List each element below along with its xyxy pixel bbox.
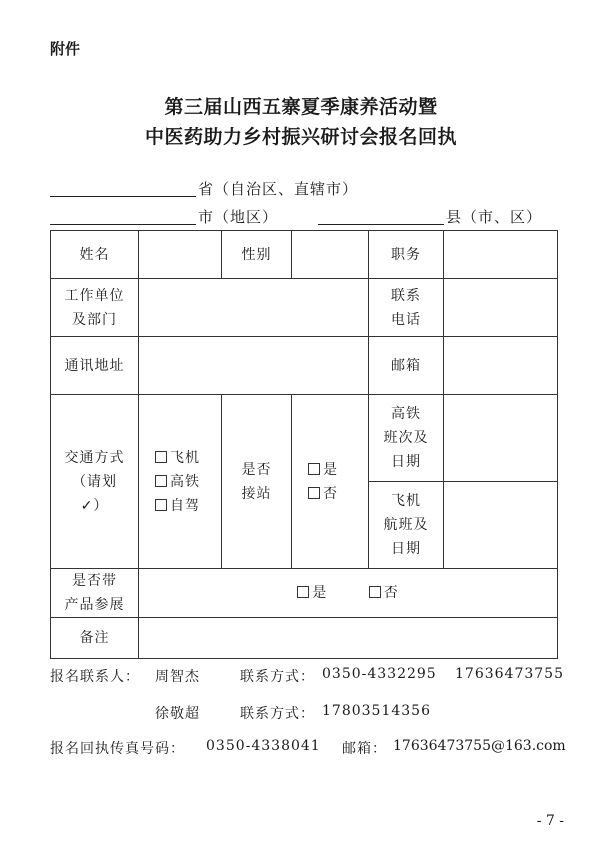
products-options-cell bbox=[139, 569, 558, 618]
gender-label: 性别 bbox=[222, 231, 292, 279]
contact2-name: 徐敬超 bbox=[155, 706, 200, 722]
registration-form-table bbox=[50, 230, 558, 659]
products-option-no[interactable] bbox=[369, 581, 399, 605]
pickup-label-line1: 是否 bbox=[241, 461, 272, 478]
transport-option-drive[interactable] bbox=[139, 494, 221, 518]
phone-label-line2: 电话 bbox=[391, 311, 421, 328]
train-label-line2: 班次及 bbox=[383, 430, 429, 446]
train-label-line1: 高铁 bbox=[391, 406, 421, 422]
work-unit-label bbox=[51, 279, 139, 337]
transport-label bbox=[51, 395, 139, 569]
transport-option-plane[interactable] bbox=[139, 446, 221, 470]
flight-info-label bbox=[369, 482, 444, 569]
contact1-method-label: 联系方式： bbox=[240, 669, 315, 685]
contact2-method-label: 联系方式： bbox=[240, 706, 315, 722]
checkbox-icon[interactable] bbox=[155, 451, 167, 463]
pickup-label bbox=[222, 395, 292, 569]
transport-label-line2: （请划 bbox=[72, 473, 117, 490]
checkbox-icon[interactable] bbox=[308, 463, 320, 475]
page-number: - 7 - bbox=[536, 813, 564, 829]
products-label-line1: 是否带 bbox=[72, 573, 117, 589]
checkbox-icon[interactable] bbox=[369, 586, 381, 598]
province-blank[interactable] bbox=[50, 196, 196, 197]
name-label: 姓名 bbox=[51, 231, 139, 279]
pickup-yes-label: 是 bbox=[323, 461, 338, 478]
province-label: 省（自治区、直辖市） bbox=[198, 180, 359, 198]
products-yes-label: 是 bbox=[312, 585, 328, 601]
county-label: 县（市、区） bbox=[446, 208, 543, 226]
products-label-line2: 产品参展 bbox=[64, 597, 125, 613]
checkbox-icon[interactable] bbox=[297, 586, 309, 598]
name-value-cell[interactable] bbox=[139, 231, 222, 279]
checkbox-icon[interactable] bbox=[308, 487, 320, 499]
flight-label-line1: 飞机 bbox=[391, 493, 421, 509]
phone-label-line1: 联系 bbox=[391, 287, 421, 304]
email-value-cell[interactable] bbox=[444, 337, 558, 395]
checkbox-icon[interactable] bbox=[155, 475, 167, 487]
city-label: 市（地区） bbox=[198, 208, 279, 226]
work-unit-value-cell[interactable] bbox=[139, 279, 369, 337]
transport-option-label: 飞机 bbox=[170, 449, 200, 466]
work-unit-label-line1: 工作单位 bbox=[64, 287, 125, 304]
transport-label-line3: ✓） bbox=[80, 497, 109, 514]
pickup-no-label: 否 bbox=[323, 485, 338, 502]
city-blank[interactable] bbox=[50, 224, 196, 225]
contact1-phone1: 0350-4332295 bbox=[322, 666, 437, 682]
form-title-line2: 中医药助力乡村振兴研讨会报名回执 bbox=[144, 126, 457, 148]
train-info-label bbox=[369, 395, 444, 482]
contact2-phone: 17803514356 bbox=[322, 703, 431, 719]
train-info-value-cell[interactable] bbox=[444, 395, 558, 482]
train-label-line3: 日期 bbox=[391, 454, 421, 470]
pickup-options-cell bbox=[292, 395, 369, 569]
phone-value-cell[interactable] bbox=[444, 279, 558, 337]
position-value-cell[interactable] bbox=[444, 231, 558, 279]
pickup-option-no[interactable] bbox=[292, 482, 368, 506]
remarks-label: 备注 bbox=[51, 618, 139, 659]
email-label: 邮箱 bbox=[369, 337, 444, 395]
county-blank[interactable] bbox=[318, 224, 444, 225]
fax-label: 报名回执传真号码： bbox=[50, 741, 185, 757]
contact1-phone2: 17636473755 bbox=[455, 666, 564, 682]
contact-label: 报名联系人： bbox=[50, 669, 140, 685]
pickup-label-line2: 接站 bbox=[241, 485, 272, 502]
transport-options-cell bbox=[139, 395, 222, 569]
address-label: 通讯地址 bbox=[51, 337, 139, 395]
products-option-yes[interactable] bbox=[297, 581, 327, 605]
address-value-cell[interactable] bbox=[139, 337, 369, 395]
flight-label-line3: 日期 bbox=[391, 541, 421, 557]
pickup-option-yes[interactable] bbox=[292, 458, 368, 482]
transport-option-train[interactable] bbox=[139, 470, 221, 494]
footer-email-label: 邮箱： bbox=[342, 741, 387, 757]
form-title-line1: 第三届山西五寨夏季康养活动暨 bbox=[164, 96, 438, 118]
attachment-label: 附件 bbox=[50, 40, 81, 58]
checkbox-icon[interactable] bbox=[155, 499, 167, 511]
footer-email-value: 17636473755@163.com bbox=[393, 738, 566, 754]
gender-value-cell[interactable] bbox=[292, 231, 369, 279]
remarks-value-cell[interactable] bbox=[139, 618, 558, 659]
contact1-name: 周智杰 bbox=[155, 669, 200, 685]
fax-number: 0350-4338041 bbox=[206, 738, 321, 754]
products-label bbox=[51, 569, 139, 618]
transport-option-label: 高铁 bbox=[170, 473, 200, 490]
transport-option-label: 自驾 bbox=[170, 497, 200, 514]
position-label: 职务 bbox=[369, 231, 444, 279]
transport-label-line1: 交通方式 bbox=[64, 449, 125, 466]
phone-label bbox=[369, 279, 444, 337]
flight-info-value-cell[interactable] bbox=[444, 482, 558, 569]
work-unit-label-line2: 及部门 bbox=[72, 311, 117, 328]
flight-label-line2: 航班及 bbox=[383, 517, 429, 533]
products-no-label: 否 bbox=[383, 585, 399, 601]
